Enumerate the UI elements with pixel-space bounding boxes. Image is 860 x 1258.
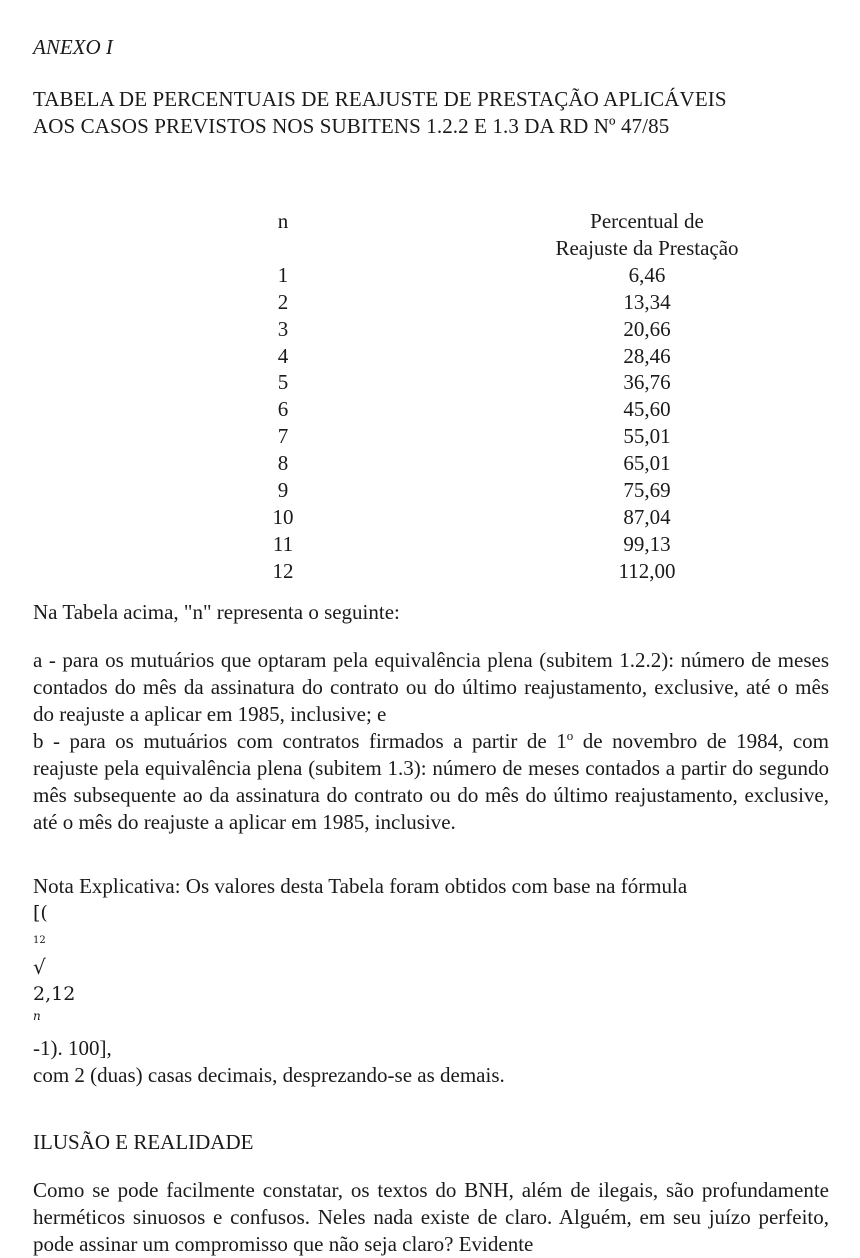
annex-label: ANEXO I	[33, 35, 113, 59]
table-row	[245, 531, 781, 558]
item-b-paragraph	[33, 728, 829, 836]
cell-percent: 112,00	[618, 558, 676, 583]
note-line-3: com 2 (duas) casas decimais, desprezando-se as demais.	[33, 1062, 505, 1087]
cell-percent: 75,69	[623, 478, 671, 503]
explanatory-note	[33, 873, 829, 1089]
header-percent-line-2: Reajuste da Prestação	[555, 235, 739, 260]
cell-percent: 28,46	[623, 343, 671, 368]
formula-exponent: n	[33, 1008, 41, 1023]
title-line-2: AOS CASOS PREVISTOS NOS SUBITENS 1.2.2 E 1.3 DA RD Nº 47/85	[33, 114, 670, 138]
cell-n: 1	[277, 262, 289, 287]
table-row	[245, 316, 781, 343]
item-b-text-1: b - para os mutuários com contratos firmados a partir de 1	[33, 728, 567, 753]
cell-n: 2	[277, 289, 289, 314]
header-n: n	[277, 209, 289, 233]
table-row	[245, 343, 781, 370]
table-row	[245, 423, 781, 450]
header-percent-line-1: Percentual de	[590, 209, 704, 233]
table-row	[245, 369, 781, 396]
formula-root-index: 12	[33, 934, 46, 946]
note-line-1: Nota Explicativa: Os valores desta Tabela foram obtidos com base na fórmula	[33, 873, 688, 898]
item-a-paragraph: a - para os mutuários que optaram pela equivalência plena (subitem 1.2.2): número de meses contados do mês da assinatura do contrato ou do último reajustamento, exclusive, até o mês do reajuste a aplicar em 1985, inclusive; e	[33, 647, 829, 726]
table-header-row	[245, 208, 781, 262]
radical-icon: √	[33, 954, 46, 979]
formula	[33, 900, 829, 1062]
cell-n: 8	[277, 451, 289, 476]
table-row	[245, 289, 781, 316]
cell-percent: 6,46	[628, 262, 666, 287]
table-row	[245, 504, 781, 531]
cell-percent: 99,13	[623, 531, 671, 556]
table-body	[245, 262, 781, 585]
item-b-text-2: de novembro de 1984, com reajuste pela equivalência plena (subitem 1.3): número de meses contados a partir do segundo mês subsequente ao da assinatura do contrato ou do mês do último reajustamento, exclusive, até o mês do reajuste a aplicar em 1985, inclusive.	[33, 728, 829, 834]
cell-n: 12	[272, 558, 294, 583]
readjustment-table	[245, 208, 781, 585]
header-percent	[513, 208, 781, 262]
table-row	[245, 262, 781, 289]
cell-percent: 87,04	[623, 504, 671, 529]
formula-base: 2,12	[33, 982, 76, 1005]
cell-n: 6	[277, 397, 289, 422]
title-line-1: TABELA DE PERCENTUAIS DE REAJUSTE DE PRESTAÇÃO APLICÁVEIS	[33, 87, 727, 111]
cell-n: 9	[277, 478, 289, 503]
cell-n: 11	[272, 531, 294, 556]
table-row	[245, 558, 781, 585]
formula-tail: -1). 100],	[33, 1035, 112, 1060]
cell-n: 3	[277, 316, 289, 341]
cell-n: 7	[277, 424, 289, 449]
table-row	[245, 477, 781, 504]
cell-percent: 55,01	[623, 424, 671, 449]
cell-n: 5	[277, 370, 289, 395]
cell-percent: 65,01	[623, 451, 671, 476]
ordinal-indicator: o	[566, 727, 574, 743]
table-row	[245, 450, 781, 477]
cell-n: 4	[277, 343, 289, 368]
document-title	[33, 86, 829, 140]
formula-open: [(	[33, 901, 48, 924]
table-explanation-intro: Na Tabela acima, "n" representa o seguinte:	[33, 599, 400, 624]
cell-percent: 20,66	[623, 316, 671, 341]
section-title: ILUSÃO E REALIDADE	[33, 1129, 254, 1154]
table-row	[245, 396, 781, 423]
document-page	[33, 34, 829, 1258]
conclusion-paragraph: Como se pode facilmente constatar, os textos do BNH, além de ilegais, são profundamente herméticos sinuosos e confusos. Neles nada existe de claro. Alguém, em seu juízo perfeito, pode assinar um compromisso que não seja claro? Evidente	[33, 1177, 829, 1256]
cell-percent: 13,34	[623, 289, 671, 314]
cell-percent: 45,60	[623, 397, 671, 422]
cell-n: 10	[272, 504, 294, 529]
cell-percent: 36,76	[623, 370, 671, 395]
